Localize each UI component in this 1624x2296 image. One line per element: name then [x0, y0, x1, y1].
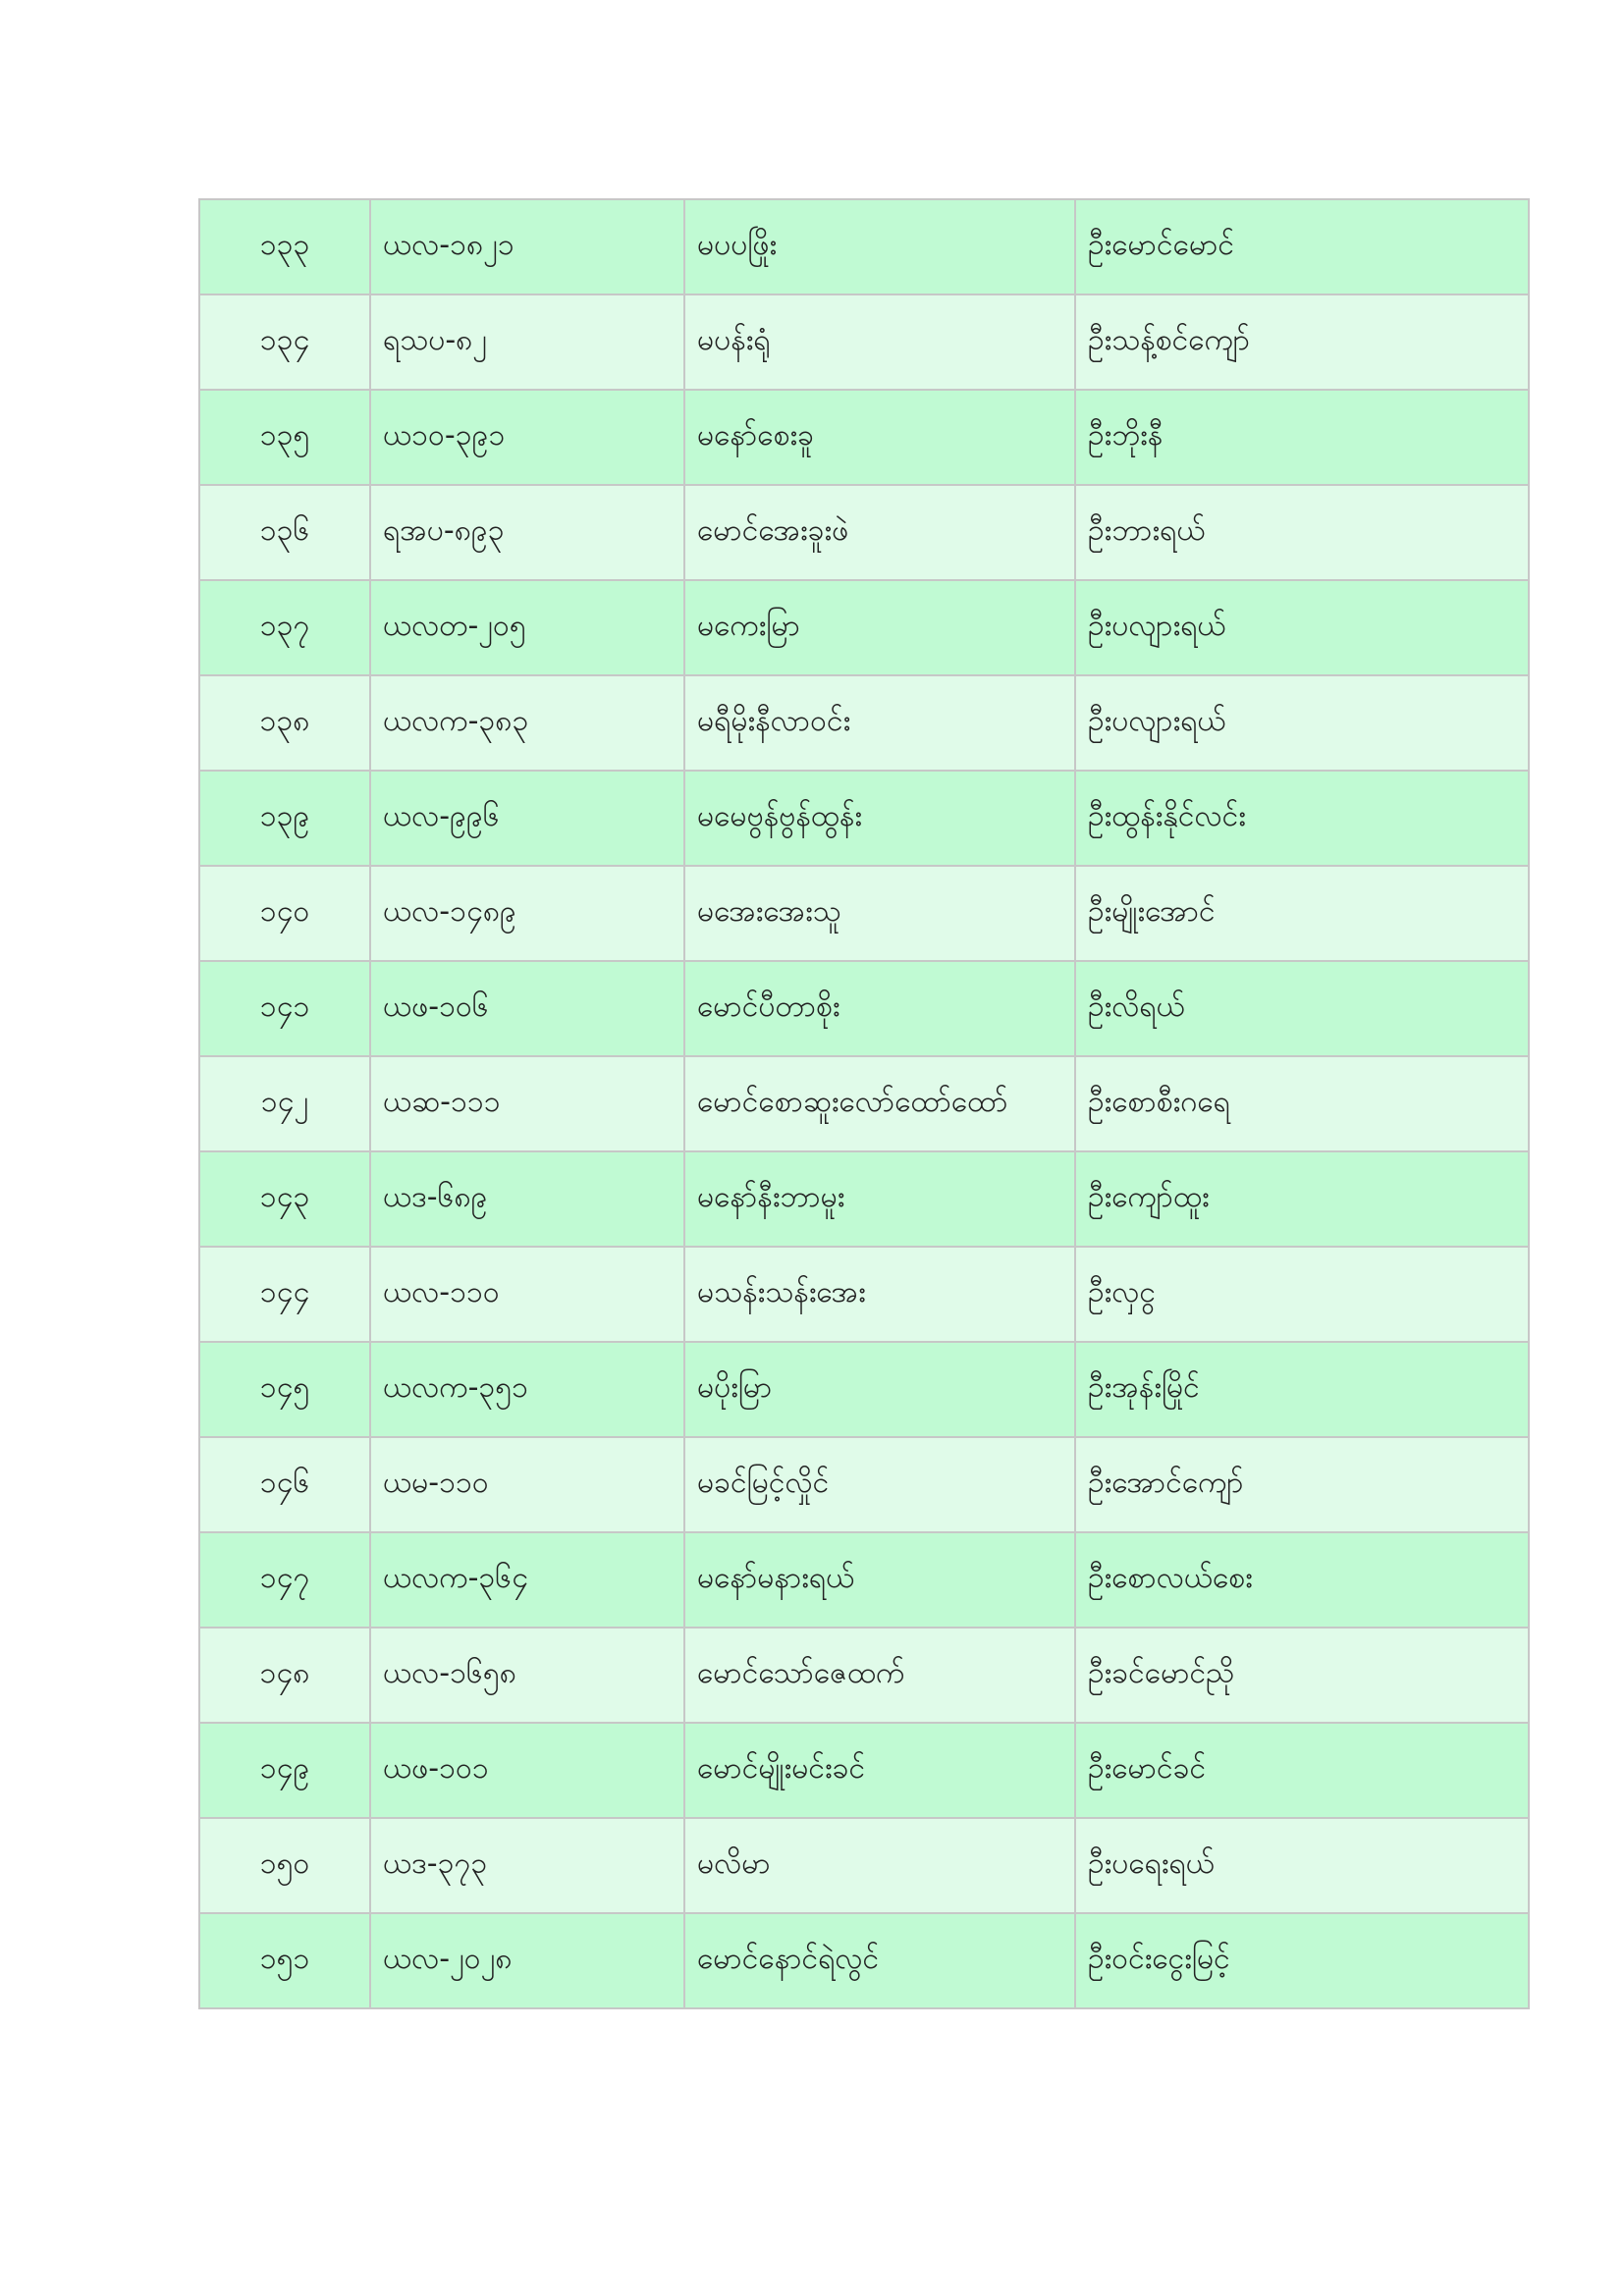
row-number-cell: ၁၃၆: [199, 485, 370, 580]
student-name-cell: မနော်စေးခူ: [684, 390, 1075, 485]
registration-no-cell: ယလ-၁၄၈၉: [370, 866, 684, 961]
row-number-cell: ၁၃၃: [199, 199, 370, 294]
registration-no-cell: ရအပ-၈၉၃: [370, 485, 684, 580]
table-row: [199, 866, 1529, 961]
row-number-cell: ၁၅၀: [199, 1818, 370, 1913]
registration-no-cell: ယဖ-၁၀၁: [370, 1723, 684, 1818]
student-name-cell: မပန်းရုံ: [684, 294, 1075, 390]
registration-no-cell: ယလက-၃၆၄: [370, 1532, 684, 1628]
row-number-cell: ၁၄၂: [199, 1056, 370, 1151]
student-table: [198, 198, 1530, 2009]
father-name-cell: ဦးမောင်မောင်: [1075, 199, 1529, 294]
row-number-cell: ၁၄၉: [199, 1723, 370, 1818]
student-name-cell: မောင်ပီတာစိုး: [684, 961, 1075, 1056]
table-body: [199, 199, 1529, 2008]
row-number-cell: ၁၄၄: [199, 1247, 370, 1342]
row-number-cell: ၁၄၃: [199, 1151, 370, 1247]
father-name-cell: ဦးကျော်ထူး: [1075, 1151, 1529, 1247]
father-name-cell: ဦးပလျားရယ်: [1075, 675, 1529, 771]
student-name-cell: မပိုးမြာ: [684, 1342, 1075, 1437]
father-name-cell: ဦးလိရယ်: [1075, 961, 1529, 1056]
table-row: [199, 1628, 1529, 1723]
table-row: [199, 1723, 1529, 1818]
row-number-cell: ၁၅၁: [199, 1913, 370, 2008]
table-row: [199, 1151, 1529, 1247]
father-name-cell: ဦးဝင်းငွေးမြင့်: [1075, 1913, 1529, 2008]
table-row: [199, 1532, 1529, 1628]
father-name-cell: ဦးမောင်ခင်: [1075, 1723, 1529, 1818]
registration-no-cell: ယလ-၁၈၂၁: [370, 199, 684, 294]
father-name-cell: ဦးလှငွ: [1075, 1247, 1529, 1342]
student-name-cell: မောင်နောင်ရဲလွင်: [684, 1913, 1075, 2008]
father-name-cell: ဦးစောစီးဂရေ: [1075, 1056, 1529, 1151]
student-name-cell: မောင်အေးခူးဖဲ: [684, 485, 1075, 580]
table-row: [199, 485, 1529, 580]
father-name-cell: ဦးပလျားရယ်: [1075, 580, 1529, 675]
registration-no-cell: ယဖ-၁၀၆: [370, 961, 684, 1056]
student-name-cell: မနော်မနားရယ်: [684, 1532, 1075, 1628]
registration-no-cell: ယလတ-၂၀၅: [370, 580, 684, 675]
table-row: [199, 294, 1529, 390]
registration-no-cell: ယဒ-၆၈၉: [370, 1151, 684, 1247]
registration-no-cell: ယဒ-၃၇၃: [370, 1818, 684, 1913]
row-number-cell: ၁၄၅: [199, 1342, 370, 1437]
father-name-cell: ဦးအောင်ကျော်: [1075, 1437, 1529, 1532]
father-name-cell: ဦးသန့်စင်ကျော်: [1075, 294, 1529, 390]
registration-no-cell: ယလ-၁၆၅၈: [370, 1628, 684, 1723]
student-name-cell: မမေဗွန်ဗွန်ထွန်း: [684, 771, 1075, 866]
student-name-cell: မသန်းသန်းအေး: [684, 1247, 1075, 1342]
table-row: [199, 961, 1529, 1056]
table-row: [199, 390, 1529, 485]
table-row: [199, 1437, 1529, 1532]
father-name-cell: ဦးဘားရယ်: [1075, 485, 1529, 580]
student-name-cell: မရီမိုးနီလာဝင်း: [684, 675, 1075, 771]
table-row: [199, 1913, 1529, 2008]
row-number-cell: ၁၃၇: [199, 580, 370, 675]
father-name-cell: ဦးမျိုးအောင်: [1075, 866, 1529, 961]
student-name-cell: မနော်နီးဘာမူး: [684, 1151, 1075, 1247]
row-number-cell: ၁၄၁: [199, 961, 370, 1056]
student-name-cell: မောင်မျိုးမင်းခင်: [684, 1723, 1075, 1818]
registration-no-cell: ရသပ-၈၂: [370, 294, 684, 390]
registration-no-cell: ယလ-၂၀၂၈: [370, 1913, 684, 2008]
father-name-cell: ဦးစောလယ်စေး: [1075, 1532, 1529, 1628]
registration-no-cell: ယဆ-၁၁၁: [370, 1056, 684, 1151]
row-number-cell: ၁၃၉: [199, 771, 370, 866]
table-row: [199, 1342, 1529, 1437]
student-name-cell: မောင်သော်ဇေထက်: [684, 1628, 1075, 1723]
table-row: [199, 1056, 1529, 1151]
student-name-cell: မကေးမြာ: [684, 580, 1075, 675]
row-number-cell: ၁၃၄: [199, 294, 370, 390]
row-number-cell: ၁၄၈: [199, 1628, 370, 1723]
father-name-cell: ဦးထွန်းနိုင်လင်း: [1075, 771, 1529, 866]
student-name-cell: မအေးအေးသူ: [684, 866, 1075, 961]
father-name-cell: ဦးဘိုးနီ: [1075, 390, 1529, 485]
table-row: [199, 199, 1529, 294]
row-number-cell: ၁၄၀: [199, 866, 370, 961]
registration-no-cell: ယလ-၁၁၀: [370, 1247, 684, 1342]
registration-no-cell: ယမ-၁၁၀: [370, 1437, 684, 1532]
row-number-cell: ၁၄၇: [199, 1532, 370, 1628]
student-name-cell: မောင်စောဆူးလော်ထော်ထော်: [684, 1056, 1075, 1151]
registration-no-cell: ယလက-၃၈၃: [370, 675, 684, 771]
table-row: [199, 1818, 1529, 1913]
row-number-cell: ၁၄၆: [199, 1437, 370, 1532]
table-row: [199, 580, 1529, 675]
registration-no-cell: ယ၁၀-၃၉၁: [370, 390, 684, 485]
table-row: [199, 1247, 1529, 1342]
row-number-cell: ၁၃၅: [199, 390, 370, 485]
registration-no-cell: ယလက-၃၅၁: [370, 1342, 684, 1437]
father-name-cell: ဦးအုန်းမြိုင်: [1075, 1342, 1529, 1437]
father-name-cell: ဦးခင်မောင်ညို: [1075, 1628, 1529, 1723]
table-row: [199, 771, 1529, 866]
student-name-cell: မခင်မြင့်လှိုင်: [684, 1437, 1075, 1532]
student-name-cell: မပပဖြိုး: [684, 199, 1075, 294]
student-name-cell: မလိမာ: [684, 1818, 1075, 1913]
row-number-cell: ၁၃၈: [199, 675, 370, 771]
father-name-cell: ဦးပရေးရယ်: [1075, 1818, 1529, 1913]
table-row: [199, 675, 1529, 771]
registration-no-cell: ယလ-၉၉၆: [370, 771, 684, 866]
